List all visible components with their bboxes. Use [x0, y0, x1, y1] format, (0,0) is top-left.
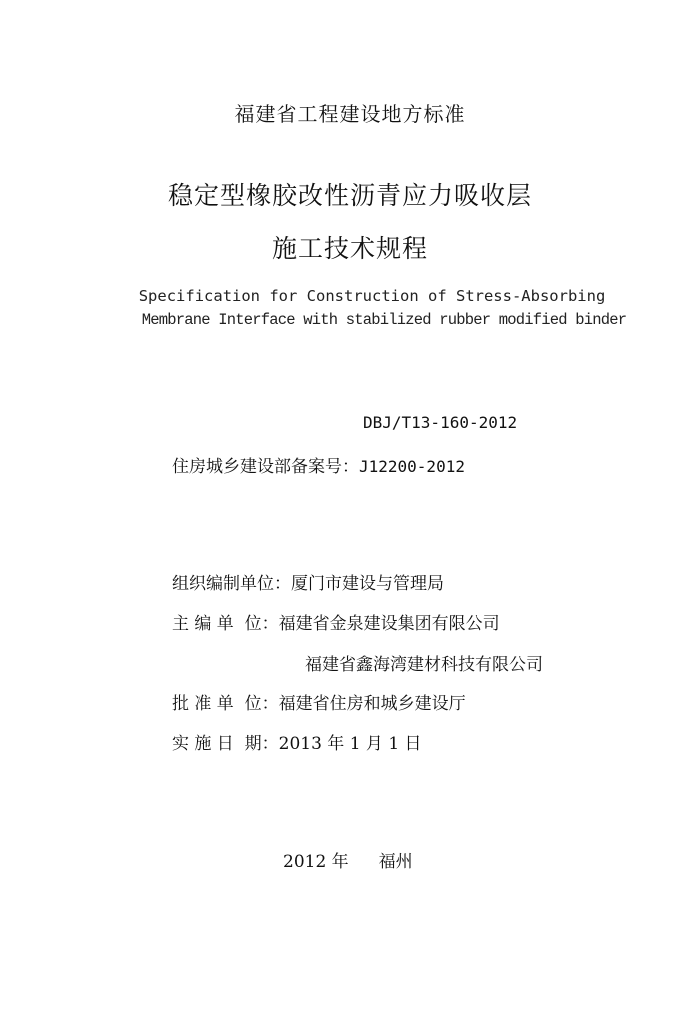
approving-unit-label: 批 准 单 位：: [172, 694, 279, 714]
implementation-date-label: 实 施 日 期：: [172, 734, 279, 754]
organizing-unit-row: [172, 569, 444, 594]
approving-unit-value: 福建省住房和城乡建设厅: [278, 694, 466, 714]
organizing-unit-value: 厦门市建设与管理局: [291, 574, 444, 594]
publication-year: 2012 年: [283, 852, 349, 872]
publication-footer: [283, 847, 413, 872]
record-number-line: [172, 452, 465, 477]
organizing-unit-label: 组织编制单位：: [172, 574, 291, 594]
standard-code: DBJ/T13-160-2012: [363, 413, 518, 432]
record-number-label: 住房城乡建设部备案号：: [172, 457, 359, 477]
english-title-line-1: Specification for Construction of Stress-Absorbing: [138, 287, 606, 305]
implementation-date-value: 2013 年 1 月 1 日: [278, 734, 422, 754]
approving-unit-row: [172, 689, 466, 714]
publication-city: 福州: [378, 852, 413, 872]
document-title-line-2: 施工技术规程: [271, 234, 428, 263]
record-number-value: J12200-2012: [359, 457, 465, 476]
chief-editor-unit-label: 主 编 单 位：: [172, 614, 279, 634]
implementation-date-row: [172, 729, 422, 754]
chief-editor-unit-value-1: 福建省金泉建设集团有限公司: [278, 614, 500, 634]
standard-category-label: 福建省工程建设地方标准: [234, 102, 466, 126]
english-title-line-2: Membrane Interface with stabilized rubber modified binder: [141, 311, 627, 329]
chief-editor-unit-value-2: 福建省鑫海湾建材科技有限公司: [305, 655, 543, 675]
chief-editor-unit-row: [172, 609, 500, 634]
document-title-line-1: 稳定型橡胶改性沥青应力吸收层: [167, 181, 532, 210]
